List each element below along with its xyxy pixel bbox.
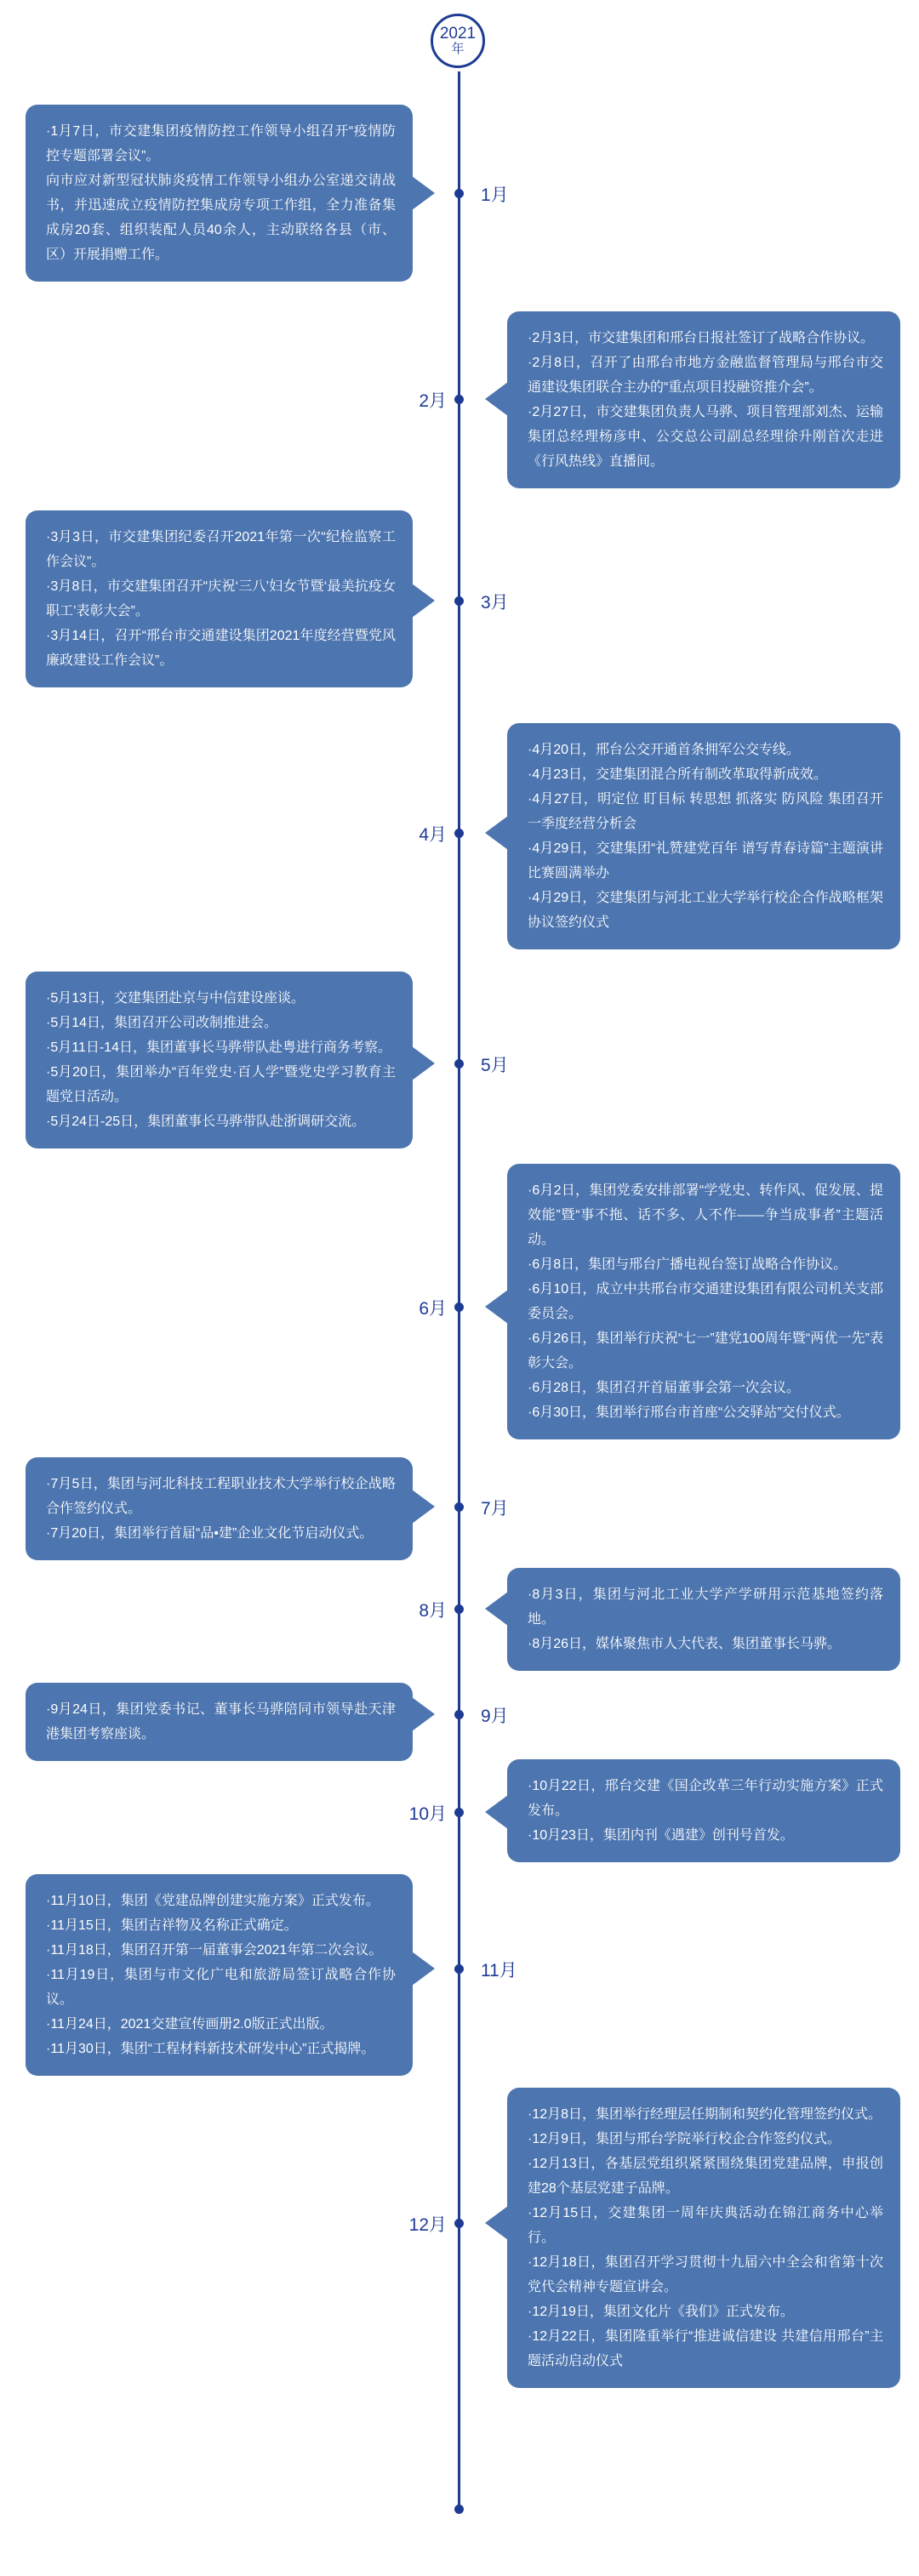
event-arrow bbox=[412, 1046, 435, 1080]
event-item: ·4月27日，明定位 盯目标 转思想 抓落实 防风险 集团召开一季度经营分析会 bbox=[528, 792, 883, 831]
event-item: ·6月8日，集团与邢台广播电视台签订战略合作协议。 bbox=[528, 1257, 848, 1272]
event-box bbox=[507, 1164, 900, 1439]
event-arrow bbox=[412, 1697, 435, 1731]
event-item: ·6月26日，集团举行庆祝“七一”建党100周年暨“两优一先”表彰大会。 bbox=[528, 1331, 883, 1371]
event-box bbox=[26, 972, 413, 1148]
event-arrow bbox=[485, 382, 508, 416]
event-arrow bbox=[485, 2206, 508, 2240]
month-label: 6月 bbox=[419, 1299, 447, 1319]
event-arrow bbox=[485, 1592, 508, 1626]
month-label: 10月 bbox=[408, 1804, 447, 1824]
event-box bbox=[507, 2088, 900, 2388]
timeline-dot bbox=[454, 1302, 464, 1312]
event-box bbox=[507, 311, 900, 488]
month-label: 4月 bbox=[419, 825, 447, 845]
event-item: ·11月15日，集团吉祥物及名称正式确定。 bbox=[46, 1918, 298, 1933]
event-item: ·2月27日，市交建集团负责人马骅、项目管理部刘杰、运输集团总经理杨彦申、公交总公司副总经理徐升刚首次走进《行风热线》直播间。 bbox=[528, 405, 883, 469]
event-box bbox=[26, 1874, 413, 2076]
timeline-dot bbox=[454, 1502, 464, 1512]
event-item: ·11月10日，集团《党建品牌创建实施方案》正式发布。 bbox=[46, 1894, 380, 1908]
event-arrow bbox=[412, 1490, 435, 1524]
month-label: 12月 bbox=[408, 2215, 447, 2235]
event-item: ·3月8日，市交建集团召开“庆祝‘三八’妇女节暨‘最美抗疫女职工’表彰大会”。 bbox=[46, 579, 396, 618]
event-item: ·12月8日，集团举行经理层任期制和契约化管理签约仪式。 bbox=[528, 2107, 882, 2122]
month-label: 5月 bbox=[481, 1056, 509, 1075]
month-label: 1月 bbox=[481, 185, 509, 205]
event-box bbox=[26, 1683, 413, 1761]
event-item: ·12月22日，集团隆重举行“推进诚信建设 共建信用邢台”主题活动启动仪式 bbox=[528, 2329, 883, 2368]
event-box bbox=[507, 1759, 900, 1862]
event-item: ·6月10日，成立中共邢台市交通建设集团有限公司机关支部委员会。 bbox=[528, 1282, 883, 1321]
event-box bbox=[507, 723, 900, 949]
timeline-dot bbox=[454, 1604, 464, 1614]
event-arrow bbox=[485, 1290, 508, 1324]
event-item: ·11月24日，2021交建宣传画册2.0版正式出版。 bbox=[46, 2017, 334, 2032]
event-box bbox=[26, 1457, 413, 1560]
event-item: ·3月3日，市交建集团纪委召开2021年第一次“纪检监察工作会议”。 bbox=[46, 530, 396, 569]
event-item: ·6月28日，集团召开首届董事会第一次会议。 bbox=[528, 1381, 801, 1395]
event-item: ·8月26日，媒体聚焦市人大代表、集团董事长马骅。 bbox=[528, 1637, 842, 1651]
event-item: ·8月3日，集团与河北工业大学产学研用示范基地签约落地。 bbox=[528, 1587, 883, 1627]
event-item: ·12月19日，集团文化片《我们》正式发布。 bbox=[528, 2305, 794, 2319]
event-arrow bbox=[412, 176, 435, 210]
event-box bbox=[26, 510, 413, 687]
event-item: ·1月7日，市交建集团疫情防控工作领导小组召开“疫情防控专题部署会议”。 bbox=[46, 124, 396, 163]
timeline-end-dot bbox=[454, 2505, 464, 2514]
event-item: ·11月18日，集团召开第一届董事会2021年第二次会议。 bbox=[46, 1943, 383, 1958]
event-item: ·12月18日，集团召开学习贯彻十九届六中全会和省第十次党代会精神专题宣讲会。 bbox=[528, 2255, 883, 2294]
event-item: ·5月13日，交建集团赴京与中信建设座谈。 bbox=[46, 991, 305, 1006]
timeline-dot bbox=[454, 596, 464, 606]
event-arrow bbox=[412, 584, 435, 618]
event-item: ·10月23日，集团内刊《遇建》创刊号首发。 bbox=[528, 1828, 794, 1843]
year-text: 2021 bbox=[439, 25, 477, 43]
event-item: ·5月24日-25日，集团董事长马骅带队赴浙调研交流。 bbox=[46, 1114, 366, 1129]
timeline-axis bbox=[458, 71, 460, 2511]
event-item: ·12月9日，集团与邢台学院举行校企合作签约仪式。 bbox=[528, 2132, 842, 2146]
event-arrow bbox=[485, 816, 508, 850]
event-item: 向市应对新型冠状肺炎疫情工作领导小组办公室递交请战书，并迅速成立疫情防控集成房专项工作组，全力准备集成房20套、组织装配人员40余人，主动联络各县（市、区）开展捐赠工作。 bbox=[46, 174, 396, 262]
event-item: ·10月22日，邢台交建《国企改革三年行动实施方案》正式发布。 bbox=[528, 1779, 883, 1818]
event-item: ·5月11日-14日，集团董事长马骅带队赴粤进行商务考察。 bbox=[46, 1040, 391, 1055]
event-item: ·5月14日，集团召开公司改制推进会。 bbox=[46, 1016, 278, 1030]
event-box bbox=[507, 1568, 900, 1671]
event-item: ·4月20日，邢台公交开通首条拥军公交专线。 bbox=[528, 743, 801, 757]
month-label: 3月 bbox=[481, 593, 509, 613]
event-item: ·6月30日，集团举行邢台市首座“公交驿站”交付仪式。 bbox=[528, 1405, 850, 1420]
timeline-dot bbox=[454, 2219, 464, 2228]
event-item: ·9月24日，集团党委书记、董事长马骅陪同市领导赴天津港集团考察座谈。 bbox=[46, 1702, 396, 1741]
timeline-dot bbox=[454, 1808, 464, 1817]
year-suffix: 年 bbox=[451, 42, 465, 57]
year-badge bbox=[431, 14, 485, 68]
timeline-dot bbox=[454, 189, 464, 198]
event-item: ·11月19日，集团与市文化广电和旅游局签订战略合作协议。 bbox=[46, 1968, 396, 2007]
event-item: ·7月5日，集团与河北科技工程职业技术大学举行校企战略合作签约仪式。 bbox=[46, 1477, 396, 1516]
event-item: ·4月29日，交建集团与河北工业大学举行校企合作战略框架协议签约仪式 bbox=[528, 891, 883, 930]
month-label: 2月 bbox=[419, 391, 447, 411]
event-item: ·3月14日，召开“邢台市交通建设集团2021年度经营暨党风廉政建设工作会议”。 bbox=[46, 629, 396, 668]
timeline-dot bbox=[454, 829, 464, 838]
event-item: ·2月8日，召开了由邢台市地方金融监督管理局与邢台市交通建设集团联合主办的“重点项目投融资推介会”。 bbox=[528, 356, 883, 395]
event-item: ·12月15日，交建集团一周年庆典活动在锦江商务中心举行。 bbox=[528, 2206, 883, 2245]
event-item: ·4月29日，交建集团“礼赞建党百年 谱写青春诗篇”主题演讲比赛圆满举办 bbox=[528, 841, 883, 881]
event-box bbox=[26, 105, 413, 282]
month-label: 9月 bbox=[481, 1707, 509, 1726]
month-label: 7月 bbox=[481, 1499, 509, 1519]
event-item: ·6月2日，集团党委安排部署“学党史、转作风、促发展、提效能”暨“事不拖、话不多、人不作——争当成事者”主题活动。 bbox=[528, 1183, 883, 1247]
event-arrow bbox=[485, 1795, 508, 1829]
event-item: ·4月23日，交建集团混合所有制改革取得新成效。 bbox=[528, 767, 828, 782]
month-label: 8月 bbox=[419, 1601, 447, 1621]
event-item: ·7月20日，集团举行首届“品•建”企业文化节启动仪式。 bbox=[46, 1526, 374, 1541]
event-item: ·12月13日，各基层党组织紧紧围绕集团党建品牌，申报创建28个基层党建子品牌。 bbox=[528, 2157, 883, 2196]
event-item: ·2月3日，市交建集团和邢台日报社签订了战略合作协议。 bbox=[528, 331, 875, 345]
event-item: ·11月30日，集团“工程材料新技术研发中心”正式揭牌。 bbox=[46, 2042, 375, 2056]
timeline-dot bbox=[454, 1059, 464, 1069]
timeline-dot bbox=[454, 1964, 464, 1974]
timeline-dot bbox=[454, 1710, 464, 1719]
event-item: ·5月20日，集团举办“百年党史·百人学”暨党史学习教育主题党日活动。 bbox=[46, 1065, 396, 1104]
month-label: 11月 bbox=[481, 1961, 517, 1980]
timeline-dot bbox=[454, 395, 464, 404]
event-arrow bbox=[412, 1952, 435, 1986]
